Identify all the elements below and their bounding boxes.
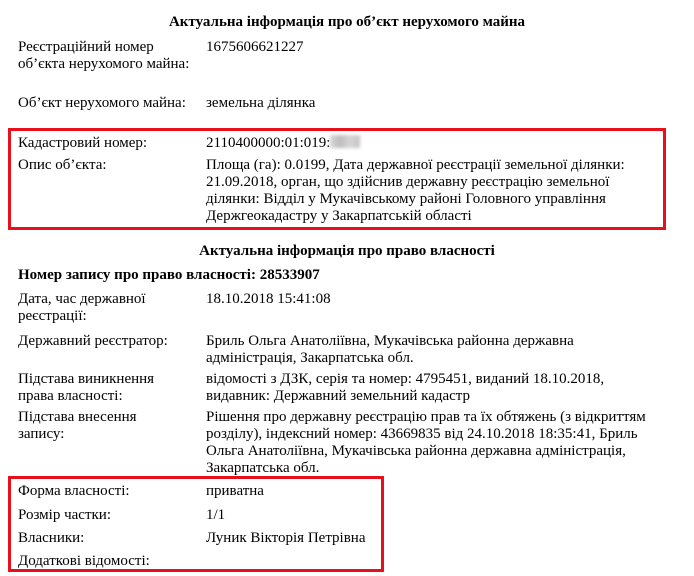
- reg-number-label: Реєстраційний номер об’єкта нерухомого майна:: [18, 39, 190, 72]
- ownership-basis-label: Підстава виникнення права власності:: [18, 371, 155, 404]
- ownership-record-number: Номер запису про право власності: 28533907: [18, 267, 320, 283]
- highlight-box-cadastral: [8, 128, 666, 230]
- cadastral-number-value: 2110400000:01:019:: [206, 135, 676, 152]
- description-label: Опис об’єкта:: [18, 157, 107, 173]
- ownership-section-heading: Актуальна інформація про право власності: [199, 243, 495, 259]
- additional-info-label: Додаткові відомості:: [18, 553, 150, 569]
- registration-datetime-value: 18.10.2018 15:41:08: [206, 291, 331, 307]
- registration-datetime-label: Дата, час державної реєстрації:: [18, 291, 146, 324]
- record-basis-value: Рішення про державну реєстрацію прав та їх обтяжень (з відкриттям розділу), індексний номер: 43669835 від 24.10.2018 18:35:41, Бриль Ольга Анатоліївна, Мукачівська районна державна адміністрація, Закарпатська обл.: [206, 409, 646, 476]
- highlight-box-ownership: [8, 476, 384, 572]
- ownership-basis-value: відомості з ДЗК, серія та номер: 4795451, виданий 18.10.2018, видавник: Державний земельний кадастр: [206, 371, 605, 404]
- object-type-value: земельна ділянка: [206, 95, 316, 111]
- share-size-label: Розмір частки:: [18, 507, 111, 523]
- registrar-label: Державний реєстратор:: [18, 333, 168, 349]
- ownership-form-label: Форма власності:: [18, 483, 130, 499]
- reg-number-value: 1675606621227: [206, 39, 304, 55]
- object-type-label: Об’єкт нерухомого майна:: [18, 95, 186, 111]
- record-basis-label: Підстава внесення запису:: [18, 409, 137, 442]
- registrar-value: Бриль Ольга Анатоліївна, Мукачівська районна державна адміністрація, Закарпатська обл.: [206, 333, 574, 366]
- description-value: Площа (га): 0.0199, Дата державної реєстрації земельної ділянки: 21.09.2018, орган, що здійснив державну реєстрацію земельної ділянки: Відділ у Мукачівському районі Головного управління Держгеокадастру у Закарпатській області: [206, 157, 625, 224]
- share-size-value: 1/1: [206, 507, 226, 523]
- cadastral-number-label: Кадастровий номер:: [18, 135, 148, 151]
- owners-value: Луник Вікторія Петрівна: [206, 530, 366, 546]
- object-section-heading: Актуальна інформація про об’єкт нерухомого майна: [168, 14, 526, 30]
- owners-label: Власники:: [18, 530, 85, 546]
- ownership-form-value: приватна: [206, 483, 264, 499]
